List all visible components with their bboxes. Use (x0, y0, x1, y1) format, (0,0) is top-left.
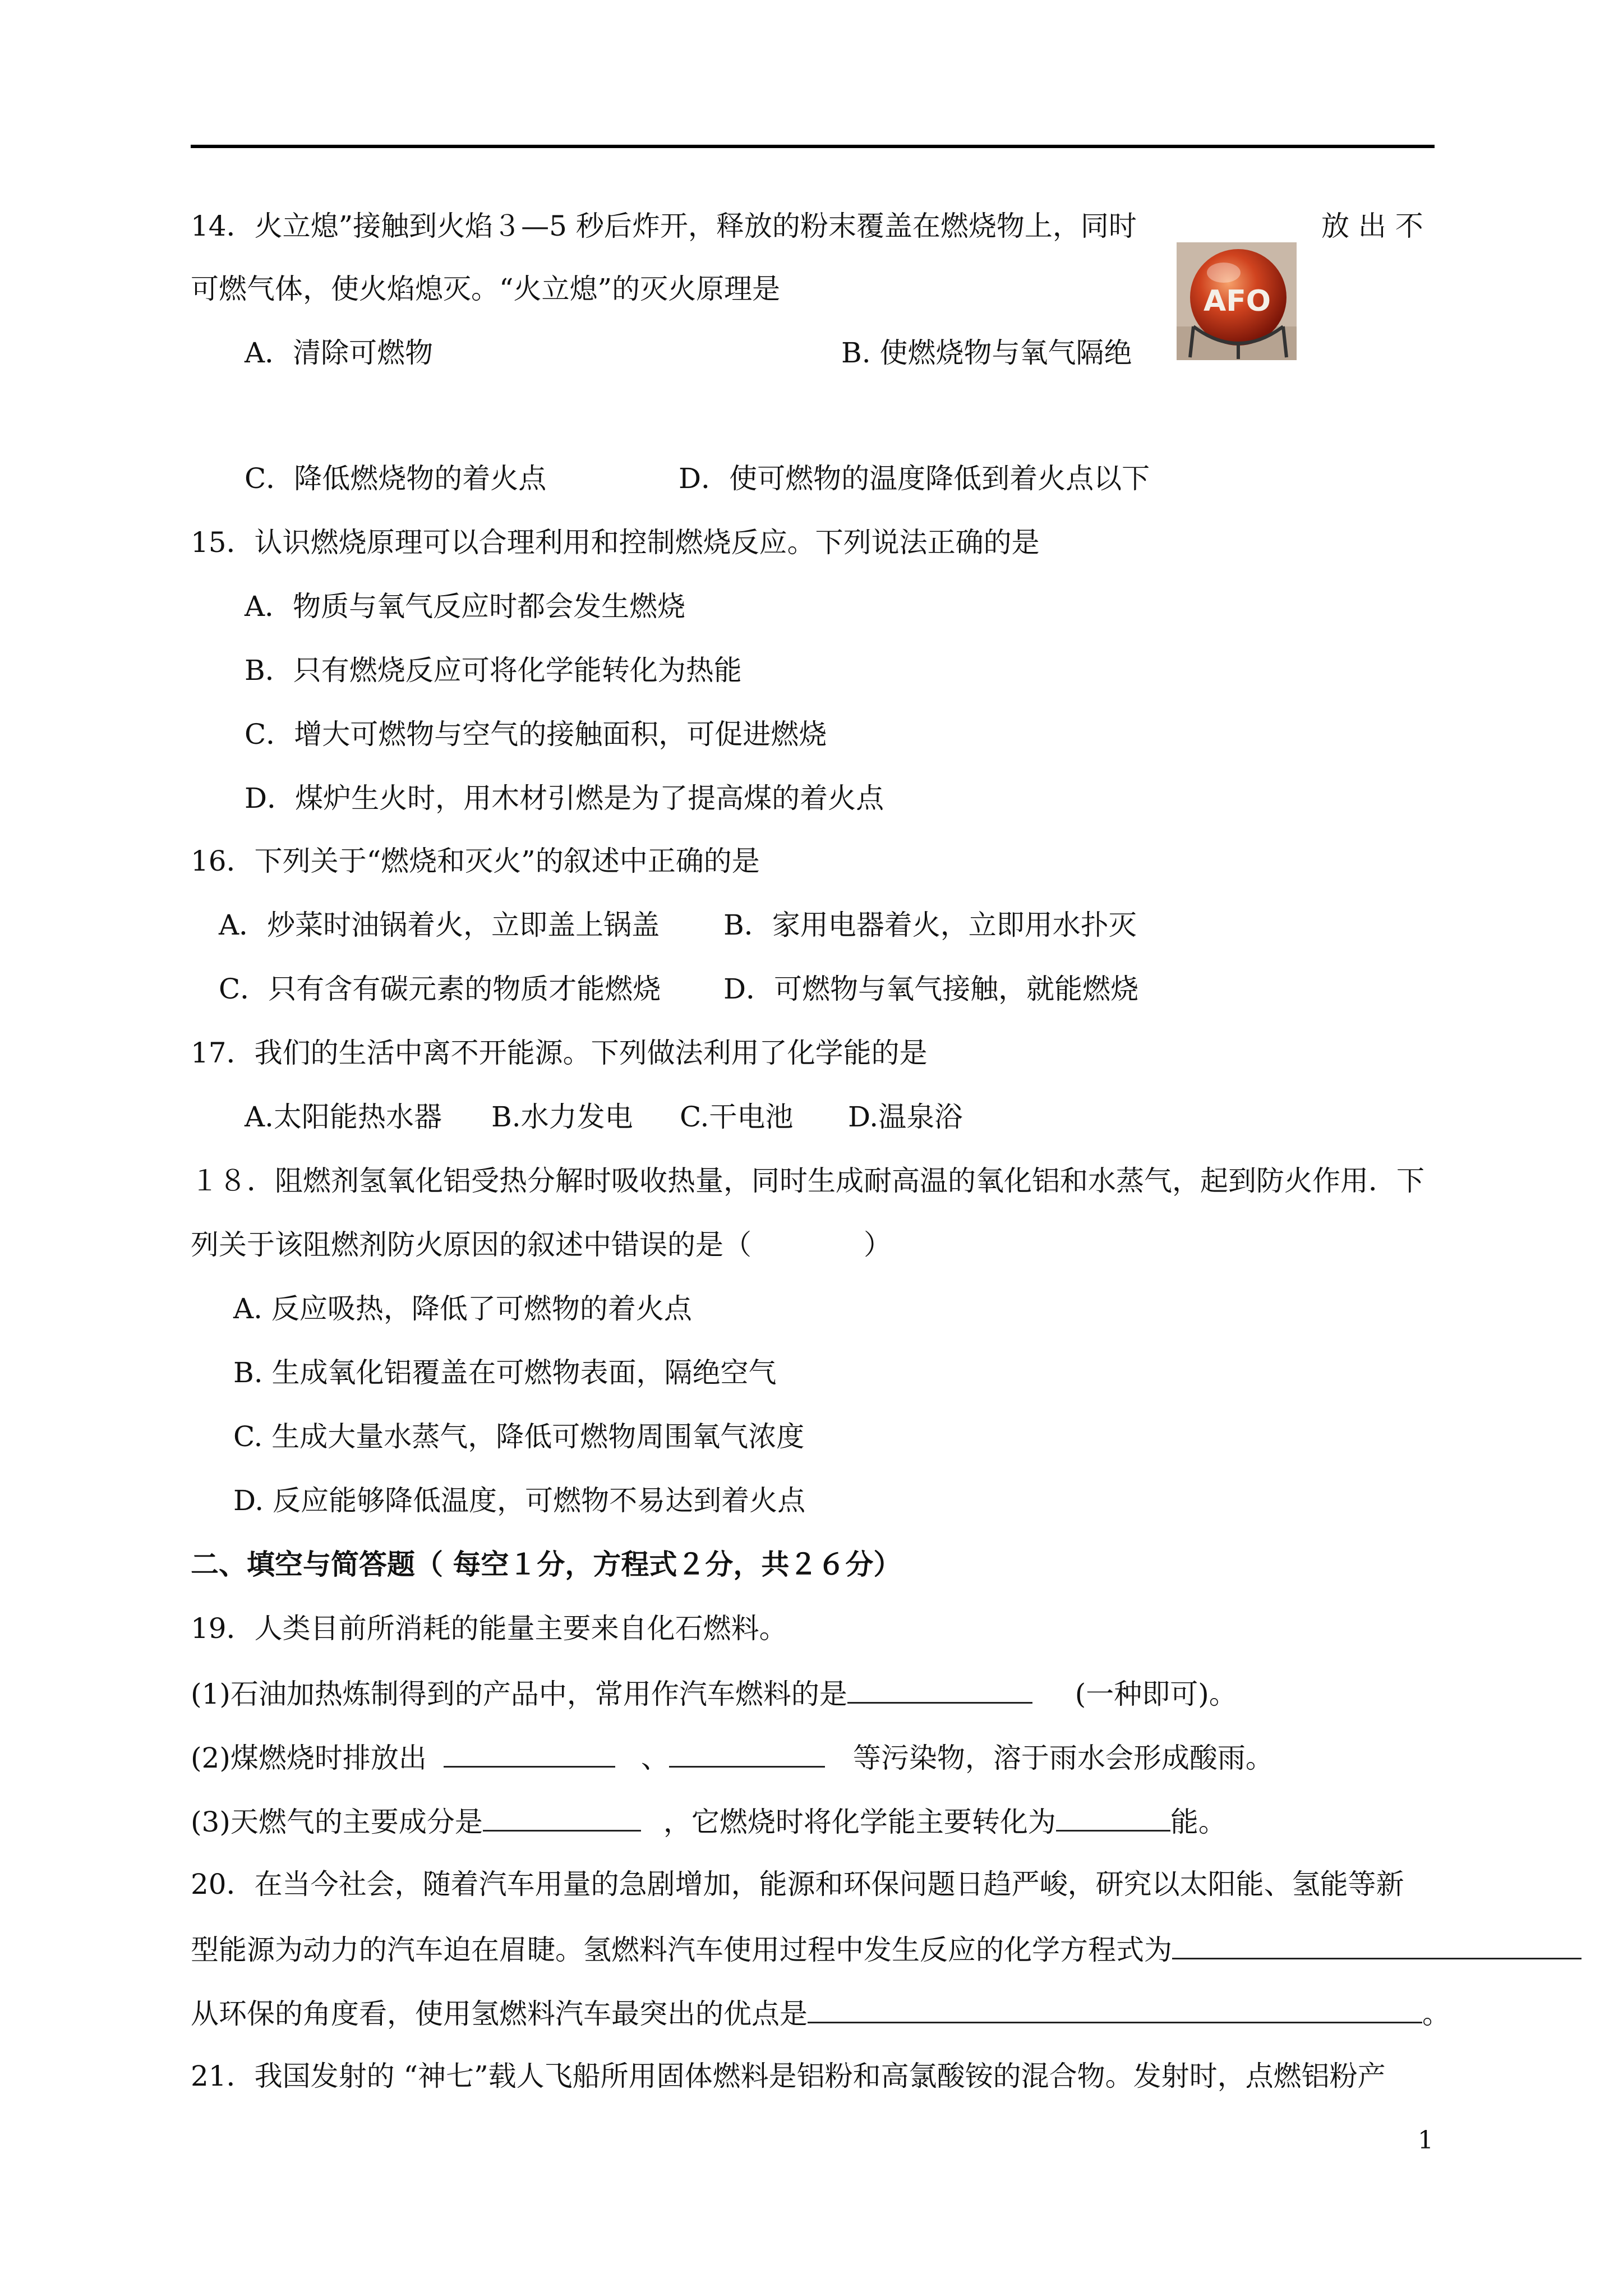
q20-blank-equation[interactable] (1172, 1929, 1581, 1959)
q20-line3-period: 。 (1422, 1998, 1450, 2030)
q17-option-d: D.温泉浴 (848, 1101, 963, 1133)
q19-part1-note: (一种即可)。 (1075, 1678, 1237, 1710)
q15-option-d: D．煤炉生火时，用木材引燃是为了提高煤的着火点 (245, 782, 884, 815)
q19-part2 (191, 1737, 1274, 1778)
q21-line1: 21．我国发射的 “神七”载人飞船所用固体燃料是铝粉和高氯酸铵的混合物。发射时，点燃铝粉产 (191, 2060, 1386, 2092)
q19-part3-tail: 能。 (1170, 1806, 1227, 1838)
q19-part3-middle: ，它燃烧时将化学能主要转化为 (663, 1806, 1056, 1838)
q19-blank-fuel[interactable] (847, 1673, 1032, 1704)
q15-option-a: A．物质与氧气反应时都会发生燃烧 (245, 590, 686, 623)
q14-line2: 可燃气体，使火焰熄灭。“火立熄”的灭火原理是 (191, 273, 781, 305)
q19-part1 (191, 1673, 1237, 1714)
q19-part1-text: (1)石油加热炼制得到的产品中，常用作汽车燃料的是 (191, 1678, 847, 1710)
q14-line1-end: 放 出 不 (1321, 210, 1423, 242)
q14-option-a: A．清除可燃物 (245, 337, 434, 369)
q20-line2-text: 型能源为动力的汽车迫在眉睫。氢燃料汽车使用过程中发生反应的化学方程式为 (191, 1934, 1172, 1966)
q19-part2-separator: 、 (640, 1742, 669, 1774)
header-rule (191, 145, 1435, 148)
q16-option-c: C．只有含有碳元素的物质才能燃烧 (219, 973, 661, 1005)
q20-blank-advantage[interactable] (808, 1993, 1422, 2023)
q20-line3-text: 从环保的角度看，使用氢燃料汽车最突出的优点是 (191, 1998, 808, 2030)
q18-option-a: A. 反应吸热，降低了可燃物的着火点 (233, 1292, 692, 1325)
q14-option-c: C．降低燃烧物的着火点 (245, 462, 547, 495)
q16-option-d: D．可燃物与氧气接触，就能燃烧 (723, 973, 1139, 1005)
q18-line1: １８．阻燃剂氢氧化铝受热分解时吸收热量，同时生成耐高温的氧化铝和水蒸气，起到防火作用．下 (191, 1165, 1424, 1197)
q14-option-b: B. 使燃烧物与氧气隔绝 (841, 337, 1132, 369)
q14-option-d: D．使可燃物的温度降低到着火点以下 (679, 462, 1150, 495)
q18-option-b: B. 生成氧化铝覆盖在可燃物表面，隔绝空气 (233, 1356, 777, 1389)
afo-logo-text: AFO (1204, 284, 1271, 318)
q16-stem: 16．下列关于“燃烧和灭火”的叙述中正确的是 (191, 845, 760, 877)
section2-heading: 二、填空与简答题（ 每空１分，方程式２分，共２６分） (191, 1548, 902, 1581)
q19-part3 (191, 1801, 1227, 1842)
q18-option-c: C. 生成大量水蒸气，降低可燃物周围氧气浓度 (233, 1420, 805, 1453)
q19-part2-tail: 等污染物，溶于雨水会形成酸雨。 (852, 1742, 1274, 1774)
q19-blank-energy-type[interactable] (1056, 1801, 1170, 1832)
q18-option-d: D. 反应能够降低温度，可燃物不易达到着火点 (233, 1484, 806, 1517)
page-number: 1 (1418, 2126, 1433, 2155)
q19-part3-text: (3)天燃气的主要成分是 (191, 1806, 483, 1838)
q20-line2 (191, 1929, 1581, 1970)
q18-line2: 列关于该阻燃剂防火原因的叙述中错误的是（ ） (191, 1228, 892, 1261)
q17-stem: 17．我们的生活中离不开能源。下列做法利用了化学能的是 (191, 1037, 928, 1069)
q15-option-c: C．增大可燃物与空气的接触面积，可促进燃烧 (245, 718, 827, 751)
q17-option-c: C.干电池 (680, 1101, 794, 1133)
q16-option-b: B．家用电器着火，立即用水扑灭 (723, 909, 1137, 941)
q19-blank-pollutant-2[interactable] (669, 1737, 825, 1768)
q20-line1: 20．在当今社会，随着汽车用量的急剧增加，能源和环保问题日趋严峻，研究以太阳能、氢能等新 (191, 1868, 1404, 1901)
q14-line1: 14．火立熄”接触到火焰３—5 秒后炸开，释放的粉末覆盖在燃烧物上，同时 (191, 210, 1137, 242)
q16-option-a: A．炒菜时油锅着火，立即盖上锅盖 (219, 909, 660, 941)
q19-blank-main-component[interactable] (483, 1801, 641, 1832)
q15-option-b: B．只有燃烧反应可将化学能转化为热能 (245, 654, 742, 687)
q19-stem: 19．人类目前所消耗的能量主要来自化石燃料。 (191, 1612, 787, 1645)
q17-option-b: B.水力发电 (491, 1101, 633, 1133)
q19-blank-pollutant-1[interactable] (444, 1737, 615, 1768)
q19-part2-text: (2)煤燃烧时排放出 (191, 1742, 427, 1774)
q20-line3 (191, 1993, 1450, 2033)
fire-ball-icon (1177, 242, 1297, 360)
q15-stem: 15．认识燃烧原理可以合理利用和控制燃烧反应。下列说法正确的是 (191, 526, 1040, 559)
q17-option-a: A.太阳能热水器 (245, 1101, 442, 1133)
fire-extinguisher-ball-image (1177, 242, 1297, 360)
